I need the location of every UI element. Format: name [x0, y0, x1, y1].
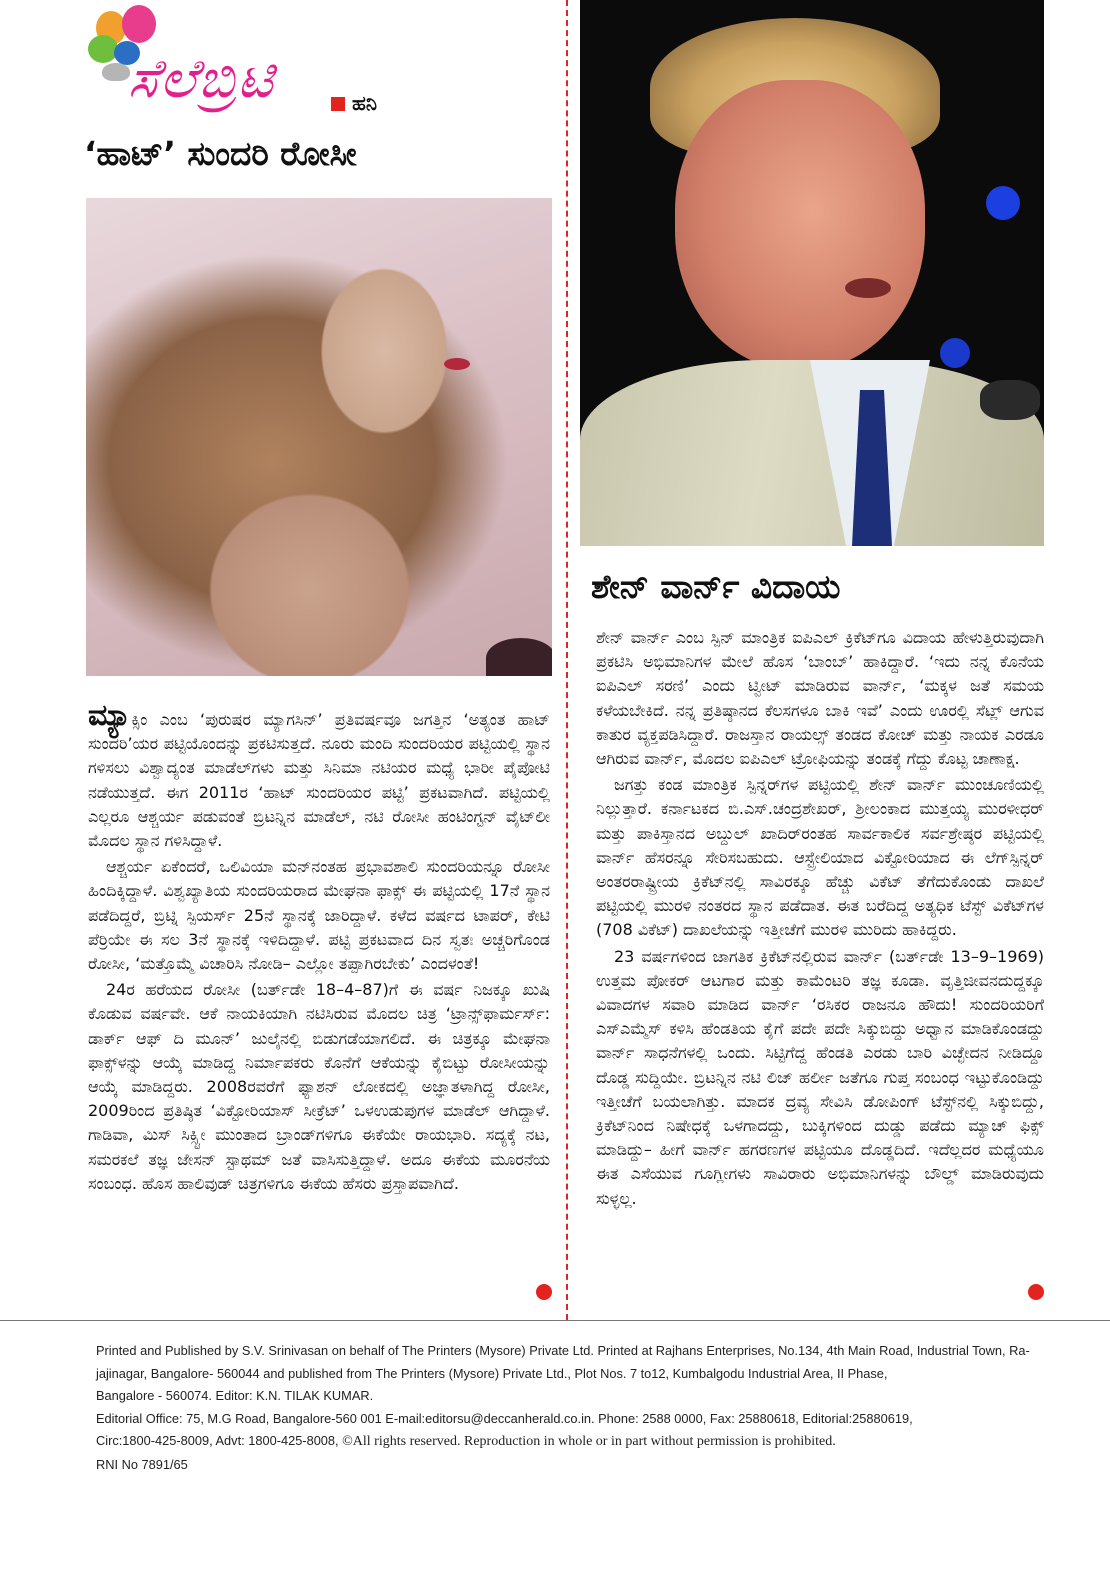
rni-number: RNI No 7891/65 [96, 1456, 188, 1472]
shane-warne-photo [580, 0, 1044, 546]
imprint-line: Printed and Published by S.V. Srinivasan on behalf of The Printers (Mysore) Private Ltd. Printed at Rajhans Enterprises, No.134, 4th Main Road, Industrial Town, Ra- [96, 1343, 1030, 1358]
photo-detail [675, 80, 925, 370]
bubble-icon [940, 338, 970, 368]
square-bullet-icon [331, 97, 345, 111]
paragraph [88, 698, 550, 853]
column-divider [566, 0, 568, 1320]
dropcap: ಮ್ಯಾ [88, 698, 132, 733]
paragraph-text: ಕ್ಸಿಂ ಎಂಬ ‘ಪುರುಷರ ಮ್ಯಾಗಸಿನ್’ ಪ್ರತಿವರ್ಷವೂ ಜಗತ್ತಿನ ‘ಅತ್ಯಂತ ಹಾಟ್ ಸುಂದರಿ’ಯರ ಪಟ್ಟಿಯೊಂದನ್ನು ಪ್ರಕಟಿಸುತ್ತದೆ. ನೂರು ಮಂದಿ ಸುಂದರಿಯರ ಪಟ್ಟಿಯಲ್ಲಿ ಸ್ಥಾನ ಗಳಿಸಲು ವಿಶ್ವಾದ್ಯಂತ ಮಾಡೆಲ್‌ಗಳು ಮತ್ತು ಸಿನಿಮಾ ನಟಿಯರ ಮಧ್ಯೆ ಭಾರೀ ಪೈಪೋಟಿ ನಡೆಯುತ್ತದೆ. ಈಗ 2011ರ ‘ಹಾಟ್ ಸುಂದರಿಯರ ಪಟ್ಟಿ’ ಪ್ರಕಟವಾಗಿದೆ. ಪಟ್ಟಿಯಲ್ಲಿ ಎಲ್ಲರೂ ಆಶ್ಚರ್ಯ ಪಡುವಂತೆ ಬ್ರಿಟನ್ನಿನ ಮಾಡೆಲ್, ನಟಿ ರೋಸೀ ಹಂಟಿಂಗ್ಟನ್ ವೈಟ್‌ಲೀ ಮೊದಲ ಸ್ಥಾನ ಗಳಿಸಿದ್ದಾಳೆ. [88, 710, 550, 851]
paragraph: ಶೇನ್ ವಾರ್ನ್ ಎಂಬ ಸ್ಪಿನ್ ಮಾಂತ್ರಿಕ ಐಪಿಎಲ್ ಕ್ರಿಕೆಟ್‌ಗೂ ವಿದಾಯ ಹೇಳುತ್ತಿರುವುದಾಗಿ ಪ್ರಕಟಿಸಿ ಅಭಿಮಾನಿಗಳ ಮೇಲೆ ಹೊಸ ‘ಬಾಂಬ್’ ಹಾಕಿದ್ದಾರೆ. ‘ಇದು ನನ್ನ ಕೊನೆಯ ಐಪಿಎಲ್ ಸರಣಿ’ ಎಂದು ಟ್ವೀಟ್ ಮಾಡಿರುವ ವಾರ್ನ್, ‘ಮಕ್ಕಳ ಜತೆ ಸಮಯ ಕಳೆಯಬೇಕಿದೆ. ನನ್ನ ಪ್ರತಿಷ್ಠಾನದ ಕೆಲಸಗಳೂ ಬಾಕಿ ಇವೆ’ ಎಂದು ಊರಲ್ಲಿ ಸೆಟ್ಲ್ ಆಗುವ ಕಾತುರ ವ್ಯಕ್ತಪಡಿಸಿದ್ದಾರೆ. ರಾಜಸ್ತಾನ ರಾಯಲ್ಸ್ ತಂಡದ ಕೋಚ್ ಮತ್ತು ನಾಯಕ ಎರಡೂ ಆಗಿರುವ ವಾರ್ನ್, ಮೊದಲ ಐಪಿಎಲ್ ಟ್ರೋಫಿಯನ್ನು ತಂಡಕ್ಕೆ ಗೆದ್ದು ಕೊಟ್ಟ ಚಾಣಾಕ್ಷ. [596, 628, 1044, 769]
section-logo [88, 5, 388, 120]
section-title: ಸೆಲೆಬ್ರಿಟಿ [128, 47, 274, 110]
imprint-footer [96, 1340, 1036, 1476]
photo-detail [444, 358, 470, 370]
balloon-icon [122, 5, 156, 43]
end-dot-icon [536, 1284, 552, 1300]
imprint-line: Editorial Office: 75, M.G Road, Bangalore-560 001 E-mail:editorsu@deccanherald.co.in. Phone: 2588 0000, Fax: 25880618, Editorial:25880619, [96, 1410, 913, 1426]
end-dot-icon [1028, 1284, 1044, 1300]
photo-detail [486, 638, 552, 676]
photo-detail [580, 360, 1044, 546]
balloon-icon [102, 63, 130, 81]
imprint-line [96, 1430, 1036, 1454]
rosie-photo [86, 198, 552, 676]
paragraph: ಆಶ್ಚರ್ಯ ಏಕೆಂದರೆ, ಒಲಿವಿಯಾ ಮನ್‌ನಂತಹ ಪ್ರಭಾವಶಾಲಿ ಸುಂದರಿಯನ್ನೂ ರೋಸೀ ಹಿಂದಿಕ್ಕಿದ್ದಾಳೆ. ವಿಶ್ವಖ್ಯಾತಿಯ ಸುಂದರಿಯರಾದ ಮೇಘನಾ ಫಾಕ್ಸ್ ಈ ಪಟ್ಟಿಯಲ್ಲಿ 17ನೆ ಸ್ಥಾನ ಪಡೆದಿದ್ದರೆ, ಬ್ರಿಟ್ನಿ ಸ್ಪಿಯರ್ಸ್ 25ನೆ ಸ್ಥಾನಕ್ಕೆ ಜಾರಿದ್ದಾಳೆ. ಕಳೆದ ವರ್ಷದ ಟಾಪರ್, ಕೇಟಿ ಪೆರ್ರಿಯೇ ಈ ಸಲ 3ನೆ ಸ್ಥಾನಕ್ಕೆ ಇಳಿದಿದ್ದಾಳೆ. ಪಟ್ಟಿ ಪ್ರಕಟವಾದ ದಿನ ಸ್ವತಃ ಅಚ್ಚರಿಗೊಂಡ ರೋಸೀ, ‘ಮತ್ತೊಮ್ಮೆ ವಿಚಾರಿಸಿ ನೋಡಿ– ಎಲ್ಲೋ ತಪ್ಪಾಗಿರಬೇಕು’ ಎಂದಳಂತೆ! [88, 857, 550, 974]
right-article-headline: ಶೇನ್ ವಾರ್ನ್ ವಿದಾಯ [591, 567, 841, 606]
photo-detail [845, 278, 891, 298]
rights-notice: ©All rights reserved. Reproduction in whole or in part without permission is prohibited. [342, 1434, 836, 1449]
paragraph: 24ರ ಹರೆಯದ ರೋಸೀ (ಬರ್ತ್‌ಡೇ 18–4–87)ಗೆ ಈ ವರ್ಷ ನಿಜಕ್ಕೂ ಖುಷಿ ಕೊಡುವ ವರ್ಷವೇ. ಆಕೆ ನಾಯಕಿಯಾಗಿ ನಟಿಸಿರುವ ಮೊದಲ ಚಿತ್ರ ‘ಟ್ರಾನ್ಸ್‌ಫಾರ್ಮರ್ಸ್: ಡಾರ್ಕ್ ಆಫ್ ದಿ ಮೂನ್’ ಜುಲೈನಲ್ಲಿ ಬಿಡುಗಡೆಯಾಗಲಿದೆ. ಈ ಚಿತ್ರಕ್ಕೂ ಮೇಘನಾ ಫಾಕ್ಸ್‌ಳನ್ನು ಆಯ್ಕೆ ಮಾಡಿದ್ದ ನಿರ್ಮಾಪಕರು ಕೊನೆಗೆ ಆಕೆಯನ್ನು ಕೈಬಿಟ್ಟು ರೋಸೀಯನ್ನು ಆಯ್ಕೆ ಮಾಡಿದ್ದರು. 2008ರವರೆಗೆ ಫ್ಯಾಶನ್ ಲೋಕದಲ್ಲಿ ಅಜ್ಞಾತಳಾಗಿದ್ದ ರೋಸೀ, 2009ರಿಂದ ಪ್ರತಿಷ್ಠಿತ ‘ವಿಕ್ಟೋರಿಯಾಸ್ ಸೀಕ್ರೆಟ್’ ಒಳಉಡುಪುಗಳ ಮಾಡೆಲ್ ಆಗಿದ್ದಾಳೆ. ಗಾಡಿವಾ, ಮಿಸ್ ಸಿಕ್ಸ್ಟೀ ಮುಂತಾದ ಬ್ರಾಂಡ್‌ಗಳಿಗೂ ಈಕೆಯೇ ರಾಯಭಾರಿ. ಸದ್ಯಕ್ಕೆ ನಟ, ಸಮರಕಲೆ ತಜ್ಞ ಜೇಸನ್ ಸ್ಟಾಥಮ್ ಜತೆ ವಾಸಿಸುತ್ತಿದ್ದಾಳೆ. ಅದೂ ಈಕೆಯ ಮೂರನೆಯ ಸಂಬಂಧ. ಹೊಸ ಹಾಲಿವುಡ್ ಚಿತ್ರಗಳಿಗೂ ಈಕೆಯ ಹೆಸರು ಪ್ರಸ್ತಾಪವಾಗಿದೆ. [88, 980, 550, 1193]
microphone-icon [980, 380, 1040, 420]
right-article-body [596, 626, 1044, 1213]
left-article-body [88, 698, 550, 1198]
footer-rule [0, 1320, 1110, 1321]
imprint-line: jajinagar, Bangalore- 560044 and published from The Printers (Mysore) Private Ltd., Plot Nos. 7 to12, Kumbalgodu Industrial Area, II Phase, [96, 1365, 888, 1381]
paragraph: ಜಗತ್ತು ಕಂಡ ಮಾಂತ್ರಿಕ ಸ್ಪಿನ್ನರ್‌ಗಳ ಪಟ್ಟಿಯಲ್ಲಿ ಶೇನ್ ವಾರ್ನ್ ಮುಂಚೂಣಿಯಲ್ಲಿ ನಿಲ್ಲುತ್ತಾರೆ. ಕರ್ನಾಟಕದ ಬಿ.ಎಸ್.ಚಂದ್ರಶೇಖರ್, ಶ್ರೀಲಂಕಾದ ಮುತ್ತಯ್ಯ ಮುರಳೀಧರ್ ಮತ್ತು ಪಾಕಿಸ್ತಾನದ ಅಬ್ದುಲ್ ಖಾದಿರ್‌ರಂತಹ ಸಾರ್ವಕಾಲಿಕ ಸರ್ವಶ್ರೇಷ್ಠರ ಪಟ್ಟಿಯಲ್ಲಿ ವಾರ್ನ್ ಹೆಸರನ್ನೂ ಸೇರಿಸಬಹುದು. ಆಸ್ಟ್ರೇಲಿಯಾದ ವಿಕ್ಟೋರಿಯಾದ ಈ ಲೆಗ್‌ಸ್ಪಿನ್ನರ್ ಅಂತರರಾಷ್ಟ್ರೀಯ ಕ್ರಿಕೆಟ್‌ನಲ್ಲಿ ಸಾವಿರಕ್ಕೂ ಹೆಚ್ಚು ವಿಕೆಟ್ ತೆಗೆದುಕೊಂಡು ದಾಖಲೆ ಪಟ್ಟಿಯಲ್ಲಿ ಮುರಳಿ ನಂತರದ ಸ್ಥಾನ ಪಡೆದಾತ. ಈತ ಬರೆದಿದ್ದ ಅತ್ಯಧಿಕ ಟೆಸ್ಟ್ ವಿಕೆಟ್‌ಗಳ (708 ವಿಕೆಟ್) ದಾಖಲೆಯನ್ನು ಇತ್ತೀಚೆಗೆ ಮುರಳಿ ಮುರಿದು ಹಾಕಿದ್ದರು. [596, 775, 1044, 940]
left-article-headline: ‘ಹಾಟ್’ ಸುಂದರಿ ರೋಸೀ [84, 134, 357, 173]
paragraph: 23 ವರ್ಷಗಳಿಂದ ಜಾಗತಿಕ ಕ್ರಿಕೆಟ್‌ನಲ್ಲಿರುವ ವಾರ್ನ್ (ಬರ್ತ್‌ಡೇ 13–9–1969) ಉತ್ತಮ ಪೋಕರ್ ಆಟಗಾರ ಮತ್ತು ಕಾಮೆಂಟರಿ ತಜ್ಞ ಕೂಡಾ. ವೃತ್ತಿಜೀವನದುದ್ದಕ್ಕೂ ವಿವಾದಗಳ ಸವಾರಿ ಮಾಡಿದ ವಾರ್ನ್ ‘ರಸಿಕರ ರಾಜನೂ ಹೌದು! ಸುಂದರಿಯರಿಗೆ ಎಸ್‌ಎಮ್ಮೆಸ್ ಕಳಿಸಿ ಹೆಂಡತಿಯ ಕೈಗೆ ಪದೇ ಪದೇ ಸಿಕ್ಕುಬಿದ್ದು ಅಧ್ವಾನ ಮಾಡಿಕೊಂಡದ್ದು ವಾರ್ನ್ ಸಾಧನೆಗಳಲ್ಲಿ ಒಂದು. ಸಿಟ್ಟಿಗೆದ್ದ ಹೆಂಡತಿ ಎರಡು ಬಾರಿ ವಿಚ್ಛೇದನ ನೀಡಿದ್ದೂ ದೊಡ್ಡ ಸುದ್ದಿಯೇ. ಬ್ರಿಟನ್ನಿನ ನಟಿ ಲಿಜ್ ಹರ್ಲೀ ಜತೆಗೂ ಗುಪ್ತ ಸಂಬಂಧ ಇಟ್ಟುಕೊಂಡಿದ್ದು ಇತ್ತೀಚೆಗೆ ಬಯಲಾಗಿತ್ತು. ಮಾದಕ ದ್ರವ್ಯ ಸೇವಿಸಿ ಡೋಪಿಂಗ್ ಟೆಸ್ಟ್‌ನಲ್ಲಿ ಸಿಕ್ಕುಬಿದ್ದು, ಕ್ರಿಕೆಟ್‌ನಿಂದ ನಿಷೇಧಕ್ಕೆ ಒಳಗಾದದ್ದು, ಬುಕ್ಕಿಗಳಿಂದ ದುಡ್ಡು ಪಡೆದು ಮ್ಯಾಚ್ ಫಿಕ್ಸ್ ಮಾಡಿದ್ದು– ಹೀಗೆ ವಾರ್ನ್ ಹಗರಣಗಳ ಪಟ್ಟಿಯೂ ದೊಡ್ಡದಿದೆ. ಇದೆಲ್ಲದರ ಮಧ್ಯೆಯೂ ಈತ ಎಸೆಯುವ ಗೂಗ್ಲೀಗಳು ಸಾವಿರಾರು ಅಭಿಮಾನಿಗಳನ್ನು ಬೌಲ್ಡ್ ಮಾಡಿರುವುದು ಸುಳ್ಳಲ್ಲ. [596, 946, 1044, 1208]
imprint-line: Bangalore - 560074. Editor: K.N. TILAK KUMAR. [96, 1388, 374, 1403]
author-name: ಹನಿ [352, 91, 377, 115]
contact-numbers: Circ:1800-425-8009, Advt: 1800-425-8008, [96, 1433, 343, 1448]
bubble-icon [986, 186, 1020, 220]
